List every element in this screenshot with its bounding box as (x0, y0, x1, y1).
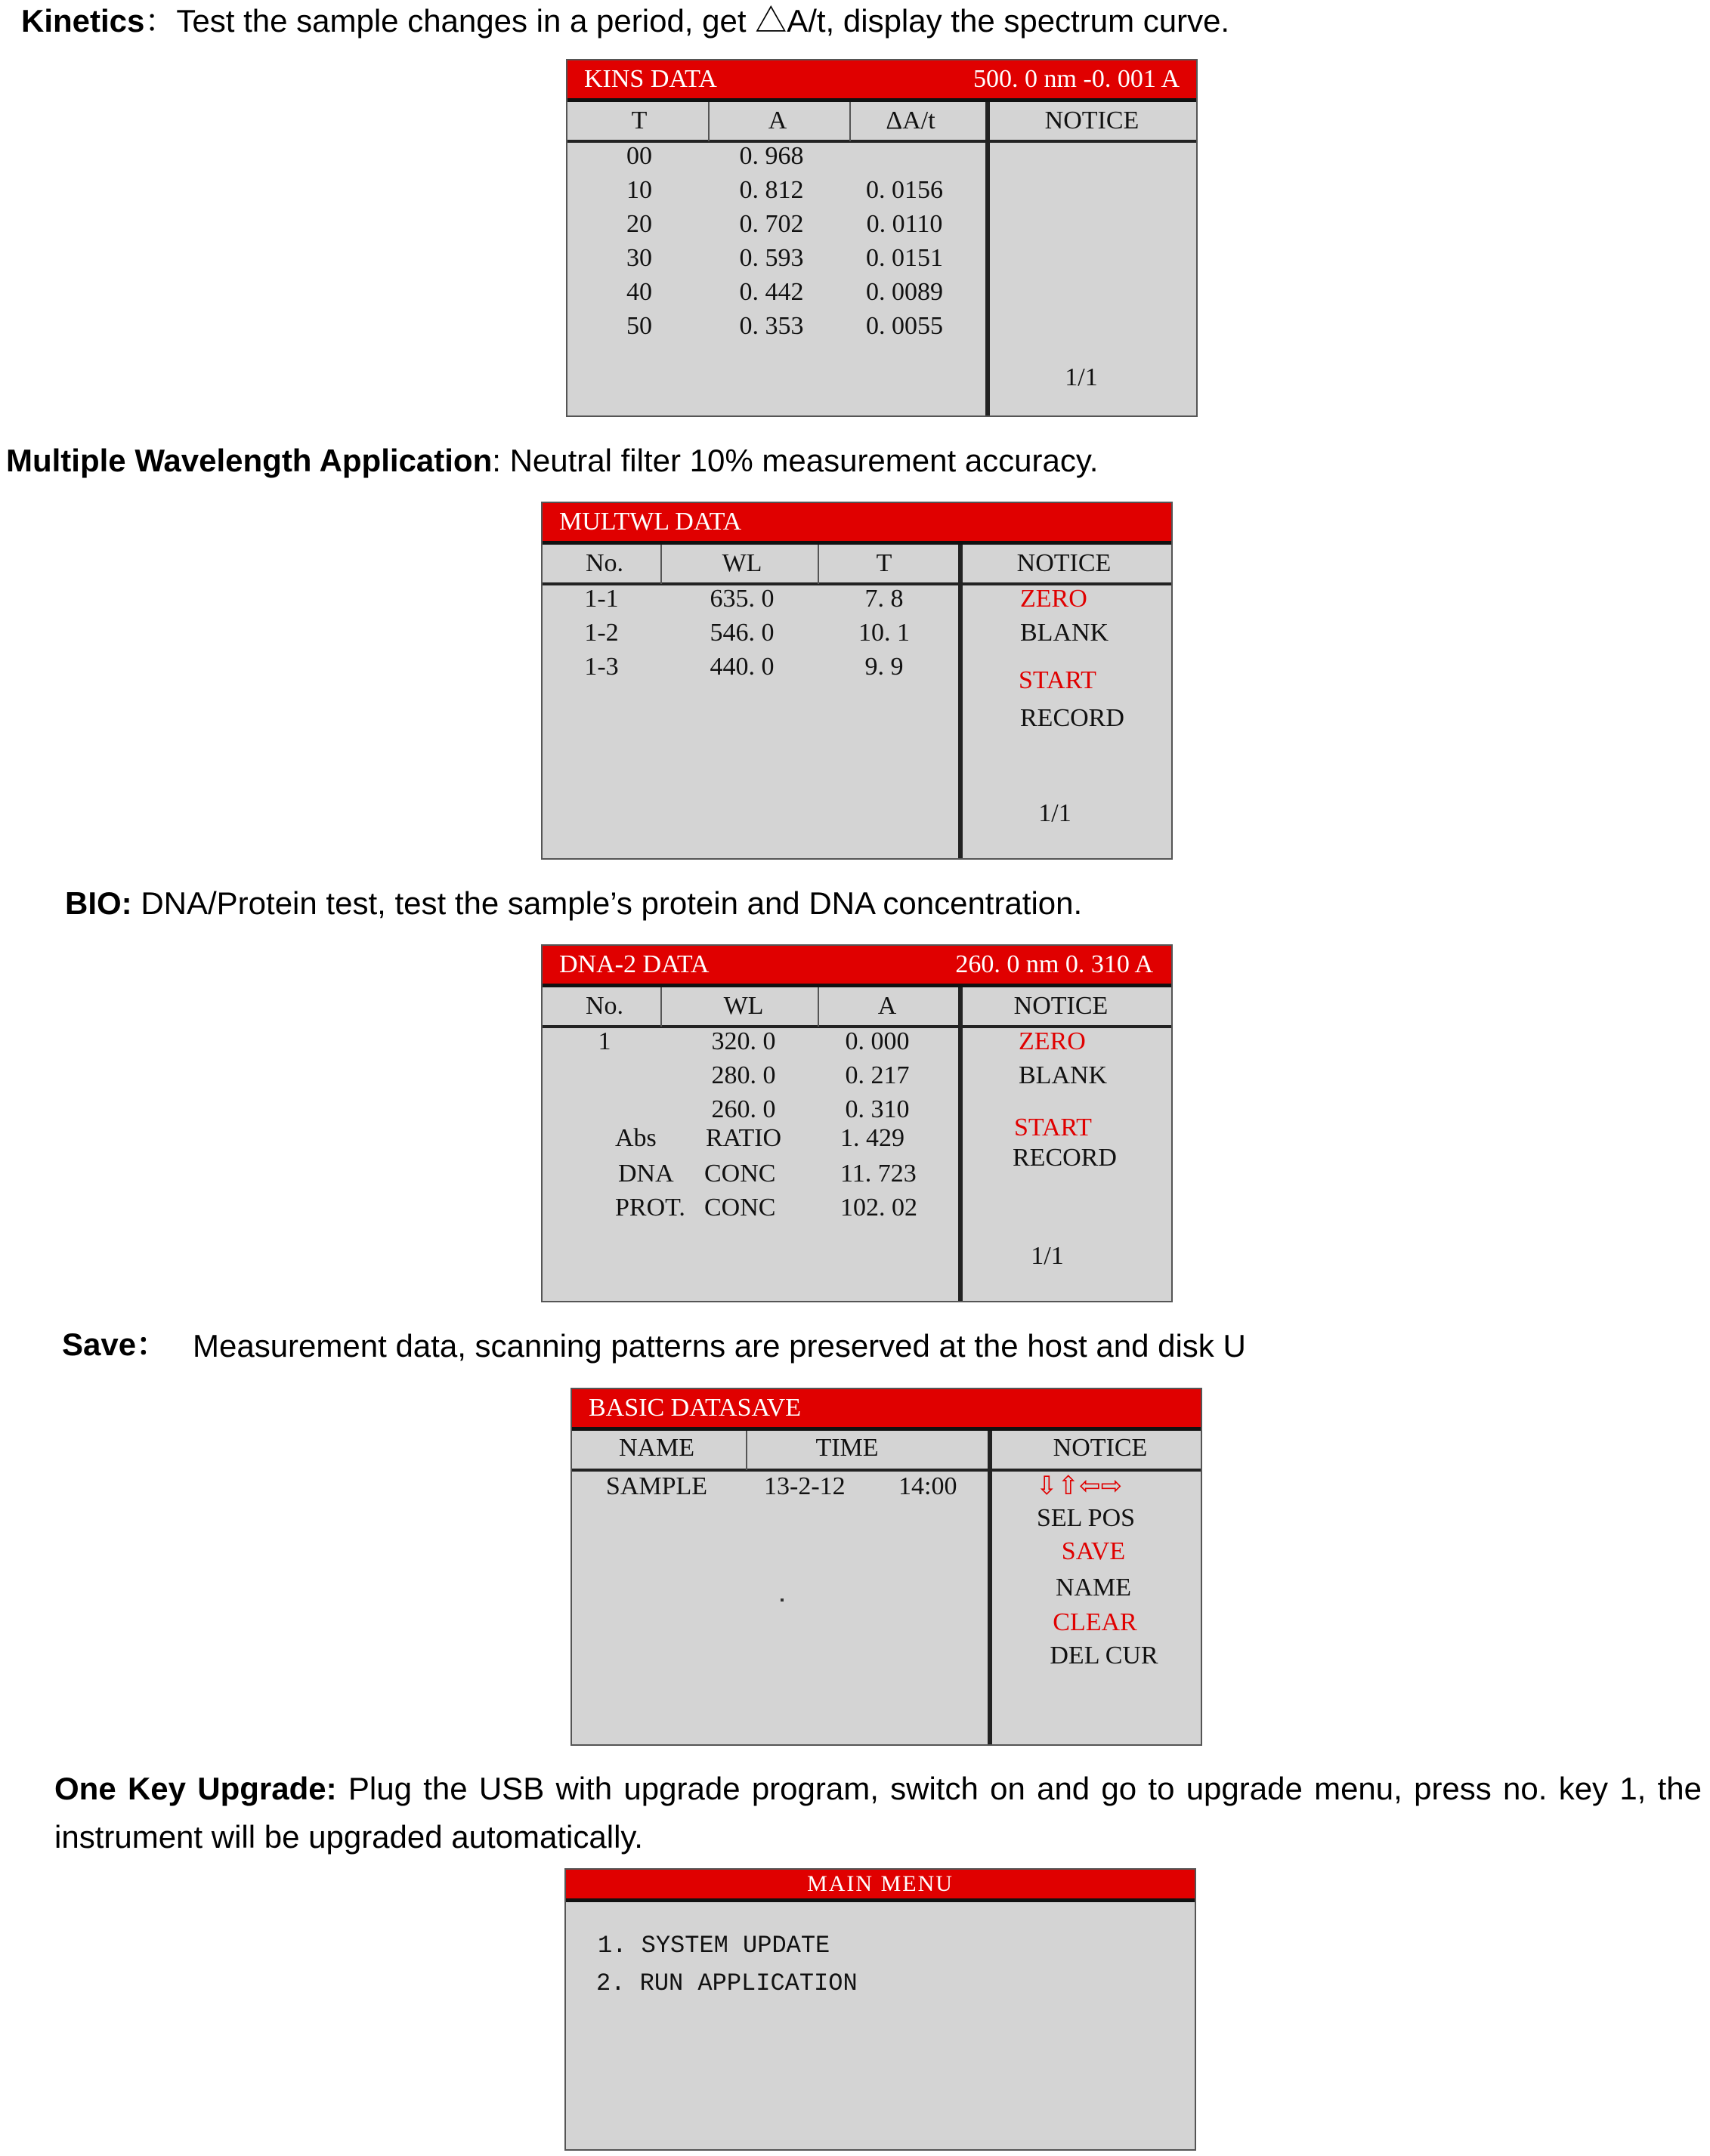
table-row: 320. 0 (711, 1027, 776, 1055)
table-row: 7. 8 (864, 585, 904, 613)
table-row: 0. 702 (739, 210, 804, 238)
kinetics-header-t: T (631, 107, 648, 134)
table-row: 0. 0055 (866, 312, 943, 340)
save-divider-1 (746, 1431, 747, 1470)
table-row: 0. 0110 (866, 210, 943, 238)
bio-notice-start: START (1014, 1114, 1092, 1141)
menu-item-system-update[interactable]: 1. SYSTEM UPDATE (598, 1932, 830, 1960)
bio-heading-bold: BIO: (65, 885, 132, 921)
table-row: 0. 000 (845, 1027, 910, 1055)
kinetics-title-right: 500. 0 nm -0. 001 A (973, 65, 1180, 93)
bio-notice-zero: ZERO (1019, 1027, 1086, 1055)
table-row: 546. 0 (710, 619, 775, 647)
save-notice-arrows-icon: ⇩⇧⇦⇨ (1036, 1471, 1122, 1501)
table-row: 1-1 (584, 585, 619, 613)
table-row: 1-2 (584, 619, 619, 647)
bio-sample-no: 1 (598, 1027, 611, 1055)
bio-header-notice: NOTICE (1013, 992, 1109, 1020)
save-header-name: NAME (618, 1434, 695, 1462)
table-row: 0. 0151 (866, 244, 943, 272)
kinetics-divider-2 (849, 102, 851, 141)
table-row: 260. 0 (711, 1095, 776, 1123)
bio-header-no: No. (585, 992, 624, 1020)
multi-heading-bold: Multiple Wavelength Application (6, 443, 493, 478)
table-row: 40 (626, 278, 652, 306)
table-row: 30 (626, 244, 652, 272)
kinetics-divider-1 (708, 102, 710, 141)
multi-header-t: T (876, 549, 892, 577)
multi-header-row (543, 545, 1171, 585)
bio-prot-label: PROT. (615, 1194, 685, 1222)
multi-notice-start: START (1019, 666, 1096, 694)
bio-divider-1 (660, 987, 662, 1027)
save-header-time: TIME (815, 1434, 879, 1462)
table-row: 10 (626, 176, 652, 204)
save-notice-save: SAVE (1061, 1537, 1126, 1565)
bio-prot-conc-value: 102. 02 (840, 1194, 917, 1222)
bio-header-a: A (877, 992, 897, 1020)
upgrade-heading-text: Plug the USB with upgrade program, switch on and go to upgrade menu, press no. key 1, the (336, 1771, 1702, 1806)
multi-header-notice: NOTICE (1016, 549, 1112, 577)
save-row-time: 14:00 (898, 1472, 957, 1500)
kinetics-heading-bold: Kinetics (21, 3, 145, 39)
upgrade-heading (54, 1768, 1702, 1810)
multi-notice-blank: BLANK (1020, 619, 1109, 647)
multi-title-left: MULTWL DATA (559, 508, 742, 536)
bio-heading-text: DNA/Protein test, test the sample’s protein and DNA concentration. (131, 885, 1083, 921)
kinetics-heading-text: ：Test the sample changes in a period, get △A/t, display the spectrum curve. (144, 3, 1230, 39)
table-row: 0. 442 (739, 278, 804, 306)
kinetics-header-dat: ΔA/t (886, 107, 935, 134)
bio-divider-2 (818, 987, 819, 1027)
multi-screen (541, 502, 1173, 860)
upgrade-titlebar (566, 1870, 1195, 1902)
save-heading-bold: Save： (62, 1327, 169, 1362)
table-row: 50 (626, 312, 652, 340)
table-row: 0. 812 (739, 176, 804, 204)
kinetics-page-indicator: 1/1 (1065, 363, 1098, 391)
multi-notice-record: RECORD (1020, 704, 1124, 732)
save-titlebar (572, 1389, 1201, 1431)
upgrade-heading-bold: One Key Upgrade: (54, 1771, 337, 1806)
bio-title-right: 260. 0 nm 0. 310 A (955, 950, 1153, 978)
kinetics-header-row (567, 102, 1196, 143)
save-row-date: 13-2-12 (764, 1472, 846, 1500)
save-heading-text: Measurement data, scanning patterns are preserved at the host and disk U (193, 1328, 1246, 1364)
bio-page-indicator: 1/1 (1031, 1242, 1064, 1270)
bio-abs-label: Abs (615, 1124, 657, 1152)
save-screen (571, 1388, 1202, 1746)
bio-heading (65, 882, 1082, 925)
save-title-left: BASIC DATASAVE (589, 1394, 801, 1422)
table-row: 0. 968 (739, 142, 804, 170)
kinetics-header-notice: NOTICE (1044, 107, 1139, 134)
table-row: 280. 0 (711, 1061, 776, 1089)
upgrade-screen (564, 1868, 1196, 2151)
save-notice-del-cur: DEL CUR (1050, 1642, 1158, 1670)
save-row-name: SAMPLE (605, 1472, 708, 1500)
bio-dna-conc-value: 11. 723 (840, 1160, 917, 1188)
multi-page-indicator: 1/1 (1038, 799, 1071, 827)
bio-dna-label: DNA (618, 1160, 674, 1188)
bio-ratio-value: 1. 429 (840, 1124, 904, 1152)
kinetics-notice-divider (985, 102, 990, 415)
cursor-dot (781, 1598, 784, 1602)
table-row: 9. 9 (864, 653, 904, 681)
table-row: 10. 1 (858, 619, 910, 647)
multi-header-wl: WL (722, 549, 762, 577)
save-notice-sel-pos: SEL POS (1036, 1504, 1136, 1532)
bio-notice-divider (958, 987, 963, 1301)
table-row: 0. 353 (739, 312, 804, 340)
save-notice-divider (988, 1431, 992, 1744)
kinetics-header-a: A (768, 107, 787, 134)
upgrade-heading-line2: instrument will be upgraded automatically. (54, 1819, 643, 1855)
table-row: 0. 310 (845, 1095, 910, 1123)
multi-notice-zero: ZERO (1020, 585, 1087, 613)
bio-ratio-label: RATIO (706, 1124, 782, 1152)
table-row: 440. 0 (710, 653, 775, 681)
bio-notice-blank: BLANK (1019, 1061, 1108, 1089)
bio-titlebar (543, 946, 1171, 987)
kinetics-screen (566, 59, 1198, 417)
save-heading (62, 1324, 168, 1366)
table-row: 1-3 (584, 653, 619, 681)
save-notice-clear: CLEAR (1053, 1608, 1137, 1636)
menu-item-run-application[interactable]: 2. RUN APPLICATION (596, 1969, 858, 1997)
multi-header-no: No. (585, 549, 624, 577)
bio-header-row (543, 987, 1171, 1028)
table-row: 0. 217 (845, 1061, 910, 1089)
bio-title-left: DNA-2 DATA (559, 950, 710, 978)
table-row: 0. 0156 (866, 176, 943, 204)
table-row: 635. 0 (710, 585, 775, 613)
multi-divider-1 (660, 545, 662, 584)
upgrade-title: MAIN MENU (807, 1871, 954, 1896)
multi-heading-text: : Neutral filter 10% measurement accuracy. (492, 443, 1099, 478)
multi-heading (6, 440, 1098, 482)
bio-notice-record: RECORD (1013, 1144, 1117, 1172)
kinetics-titlebar (567, 60, 1196, 102)
multi-notice-divider (958, 545, 963, 858)
bio-header-wl: WL (723, 992, 764, 1020)
table-row: 0. 0089 (866, 278, 943, 306)
multi-divider-2 (818, 545, 819, 584)
kinetics-heading (21, 0, 1229, 42)
save-notice-name: NAME (1055, 1574, 1132, 1602)
bio-prot-conc-label: CONC (704, 1194, 776, 1222)
table-row: 00 (626, 142, 652, 170)
save-header-row (572, 1431, 1201, 1472)
table-row: 0. 593 (739, 244, 804, 272)
bio-screen (541, 944, 1173, 1302)
save-header-notice: NOTICE (1053, 1434, 1148, 1462)
kinetics-title-left: KINS DATA (584, 65, 717, 93)
table-row: 20 (626, 210, 652, 238)
bio-dna-conc-label: CONC (704, 1160, 776, 1188)
multi-titlebar (543, 503, 1171, 545)
